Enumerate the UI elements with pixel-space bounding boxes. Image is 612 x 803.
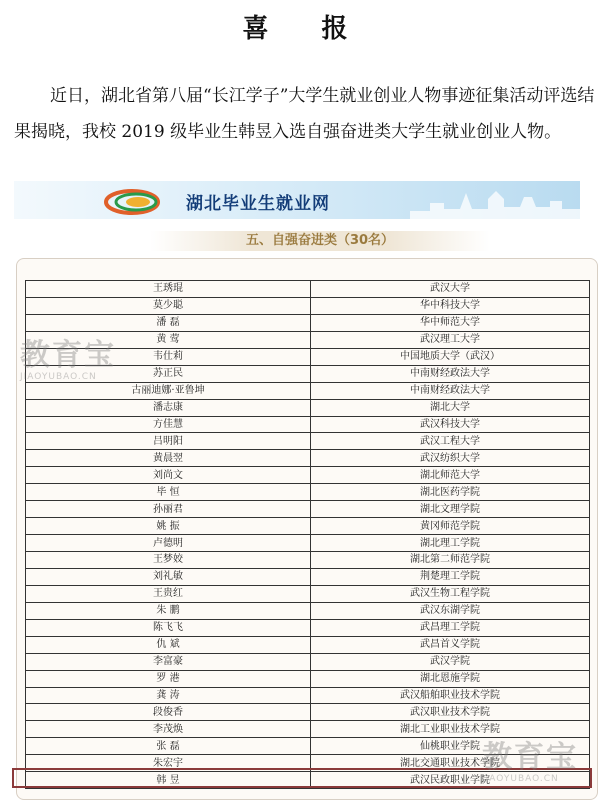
school-name: 武昌理工学院 [311, 619, 590, 636]
site-banner [14, 181, 580, 219]
section-title: 五、自强奋进类（30名） [150, 231, 490, 251]
student-name: 李富豪 [26, 653, 311, 670]
school-name: 湖北理工学院 [311, 535, 590, 552]
school-name: 武汉工程大学 [311, 433, 590, 450]
table-row [26, 348, 590, 365]
school-name: 中南财经政法大学 [311, 365, 590, 382]
highlight-box [12, 768, 592, 788]
school-name: 湖北医药学院 [311, 484, 590, 501]
student-name: 黄 莺 [26, 331, 311, 348]
student-name: 龚 涛 [26, 687, 311, 704]
student-name: 黄晨翌 [26, 450, 311, 467]
table-row [26, 331, 590, 348]
school-name: 湖北师范大学 [311, 467, 590, 484]
school-name: 仙桃职业学院 [311, 738, 590, 755]
table-row [26, 704, 590, 721]
school-name: 湖北交通职业技术学院 [311, 755, 590, 772]
winners-table [25, 280, 590, 789]
table-row [26, 382, 590, 399]
school-name: 武汉大学 [311, 281, 590, 298]
table-row [26, 670, 590, 687]
school-name: 武汉民政职业学院 [311, 772, 590, 789]
table-row [26, 484, 590, 501]
table-row [26, 314, 590, 331]
table-row [26, 738, 590, 755]
table-row [26, 653, 590, 670]
student-name: 卢德明 [26, 535, 311, 552]
table-row [26, 399, 590, 416]
city-skyline-icon [410, 181, 580, 219]
student-name: 吕明阳 [26, 433, 311, 450]
student-name: 韦仕莉 [26, 348, 311, 365]
student-name: 朱宏宇 [26, 755, 311, 772]
table-row [26, 721, 590, 738]
student-name: 刘尚文 [26, 467, 311, 484]
site-logo-icon [102, 187, 166, 215]
school-name: 华中科技大学 [311, 297, 590, 314]
school-name: 湖北大学 [311, 399, 590, 416]
table-row [26, 535, 590, 552]
page-title: 喜 报 [242, 14, 370, 44]
student-name: 仇 斌 [26, 636, 311, 653]
student-name: 王琇琨 [26, 281, 311, 298]
student-name: 李茂焕 [26, 721, 311, 738]
table-row [26, 501, 590, 518]
watermark-left: 教育宝 JIAOYUBAO.CN [20, 338, 116, 382]
site-name: 湖北毕业生就业网 [186, 194, 330, 214]
school-name: 湖北恩施学院 [311, 670, 590, 687]
student-name: 潘志康 [26, 399, 311, 416]
student-name: 孙丽君 [26, 501, 311, 518]
student-name: 王梦姣 [26, 552, 311, 569]
school-name: 武汉职业技术学院 [311, 704, 590, 721]
school-name: 中南财经政法大学 [311, 382, 590, 399]
school-name: 武汉船舶职业技术学院 [311, 687, 590, 704]
table-row [26, 416, 590, 433]
school-name: 武汉科技大学 [311, 416, 590, 433]
student-name: 王贵红 [26, 585, 311, 602]
student-name: 毕 恒 [26, 484, 311, 501]
school-name: 武汉学院 [311, 653, 590, 670]
student-name: 莫少聪 [26, 297, 311, 314]
school-name: 华中师范大学 [311, 314, 590, 331]
student-name: 古丽迪娜·亚鲁坤 [26, 382, 311, 399]
table-row [26, 552, 590, 569]
table-row [26, 365, 590, 382]
table-row [26, 619, 590, 636]
school-name: 湖北工业职业技术学院 [311, 721, 590, 738]
school-name: 湖北文理学院 [311, 501, 590, 518]
table-row [26, 602, 590, 619]
student-name: 张 磊 [26, 738, 311, 755]
announcement-paragraph: 近日，湖北省第八届“长江学子”大学生就业创业人物事迹征集活动评选结果揭晓，我校 2019 级毕业生韩昱入选自强奋进类大学生就业创业人物。 [14, 86, 595, 142]
table-row [26, 281, 590, 298]
watermark-right: 教育宝 JIAOYUBAO.CN [482, 740, 578, 784]
student-name: 姚 振 [26, 518, 311, 535]
school-name: 湖北第二师范学院 [311, 552, 590, 569]
student-name: 方佳慧 [26, 416, 311, 433]
student-name: 朱 鹏 [26, 602, 311, 619]
school-name: 武汉东湖学院 [311, 602, 590, 619]
table-row [26, 450, 590, 467]
student-name: 苏正民 [26, 365, 311, 382]
student-name: 段俊香 [26, 704, 311, 721]
table-row [26, 518, 590, 535]
student-name: 罗 港 [26, 670, 311, 687]
school-name: 黄冈师范学院 [311, 518, 590, 535]
school-name: 武汉生物工程学院 [311, 585, 590, 602]
student-name: 潘 磊 [26, 314, 311, 331]
table-row [26, 467, 590, 484]
student-name: 韩 昱 [26, 772, 311, 789]
student-name: 刘礼敏 [26, 568, 311, 585]
table-row [26, 297, 590, 314]
school-name: 武汉理工大学 [311, 331, 590, 348]
table-row [26, 687, 590, 704]
student-name: 陈飞飞 [26, 619, 311, 636]
school-name: 武汉纺织大学 [311, 450, 590, 467]
table-row [26, 568, 590, 585]
school-name: 荆楚理工学院 [311, 568, 590, 585]
table-row [26, 585, 590, 602]
school-name: 中国地质大学（武汉） [311, 348, 590, 365]
school-name: 武昌首义学院 [311, 636, 590, 653]
table-row [26, 433, 590, 450]
table-row [26, 636, 590, 653]
